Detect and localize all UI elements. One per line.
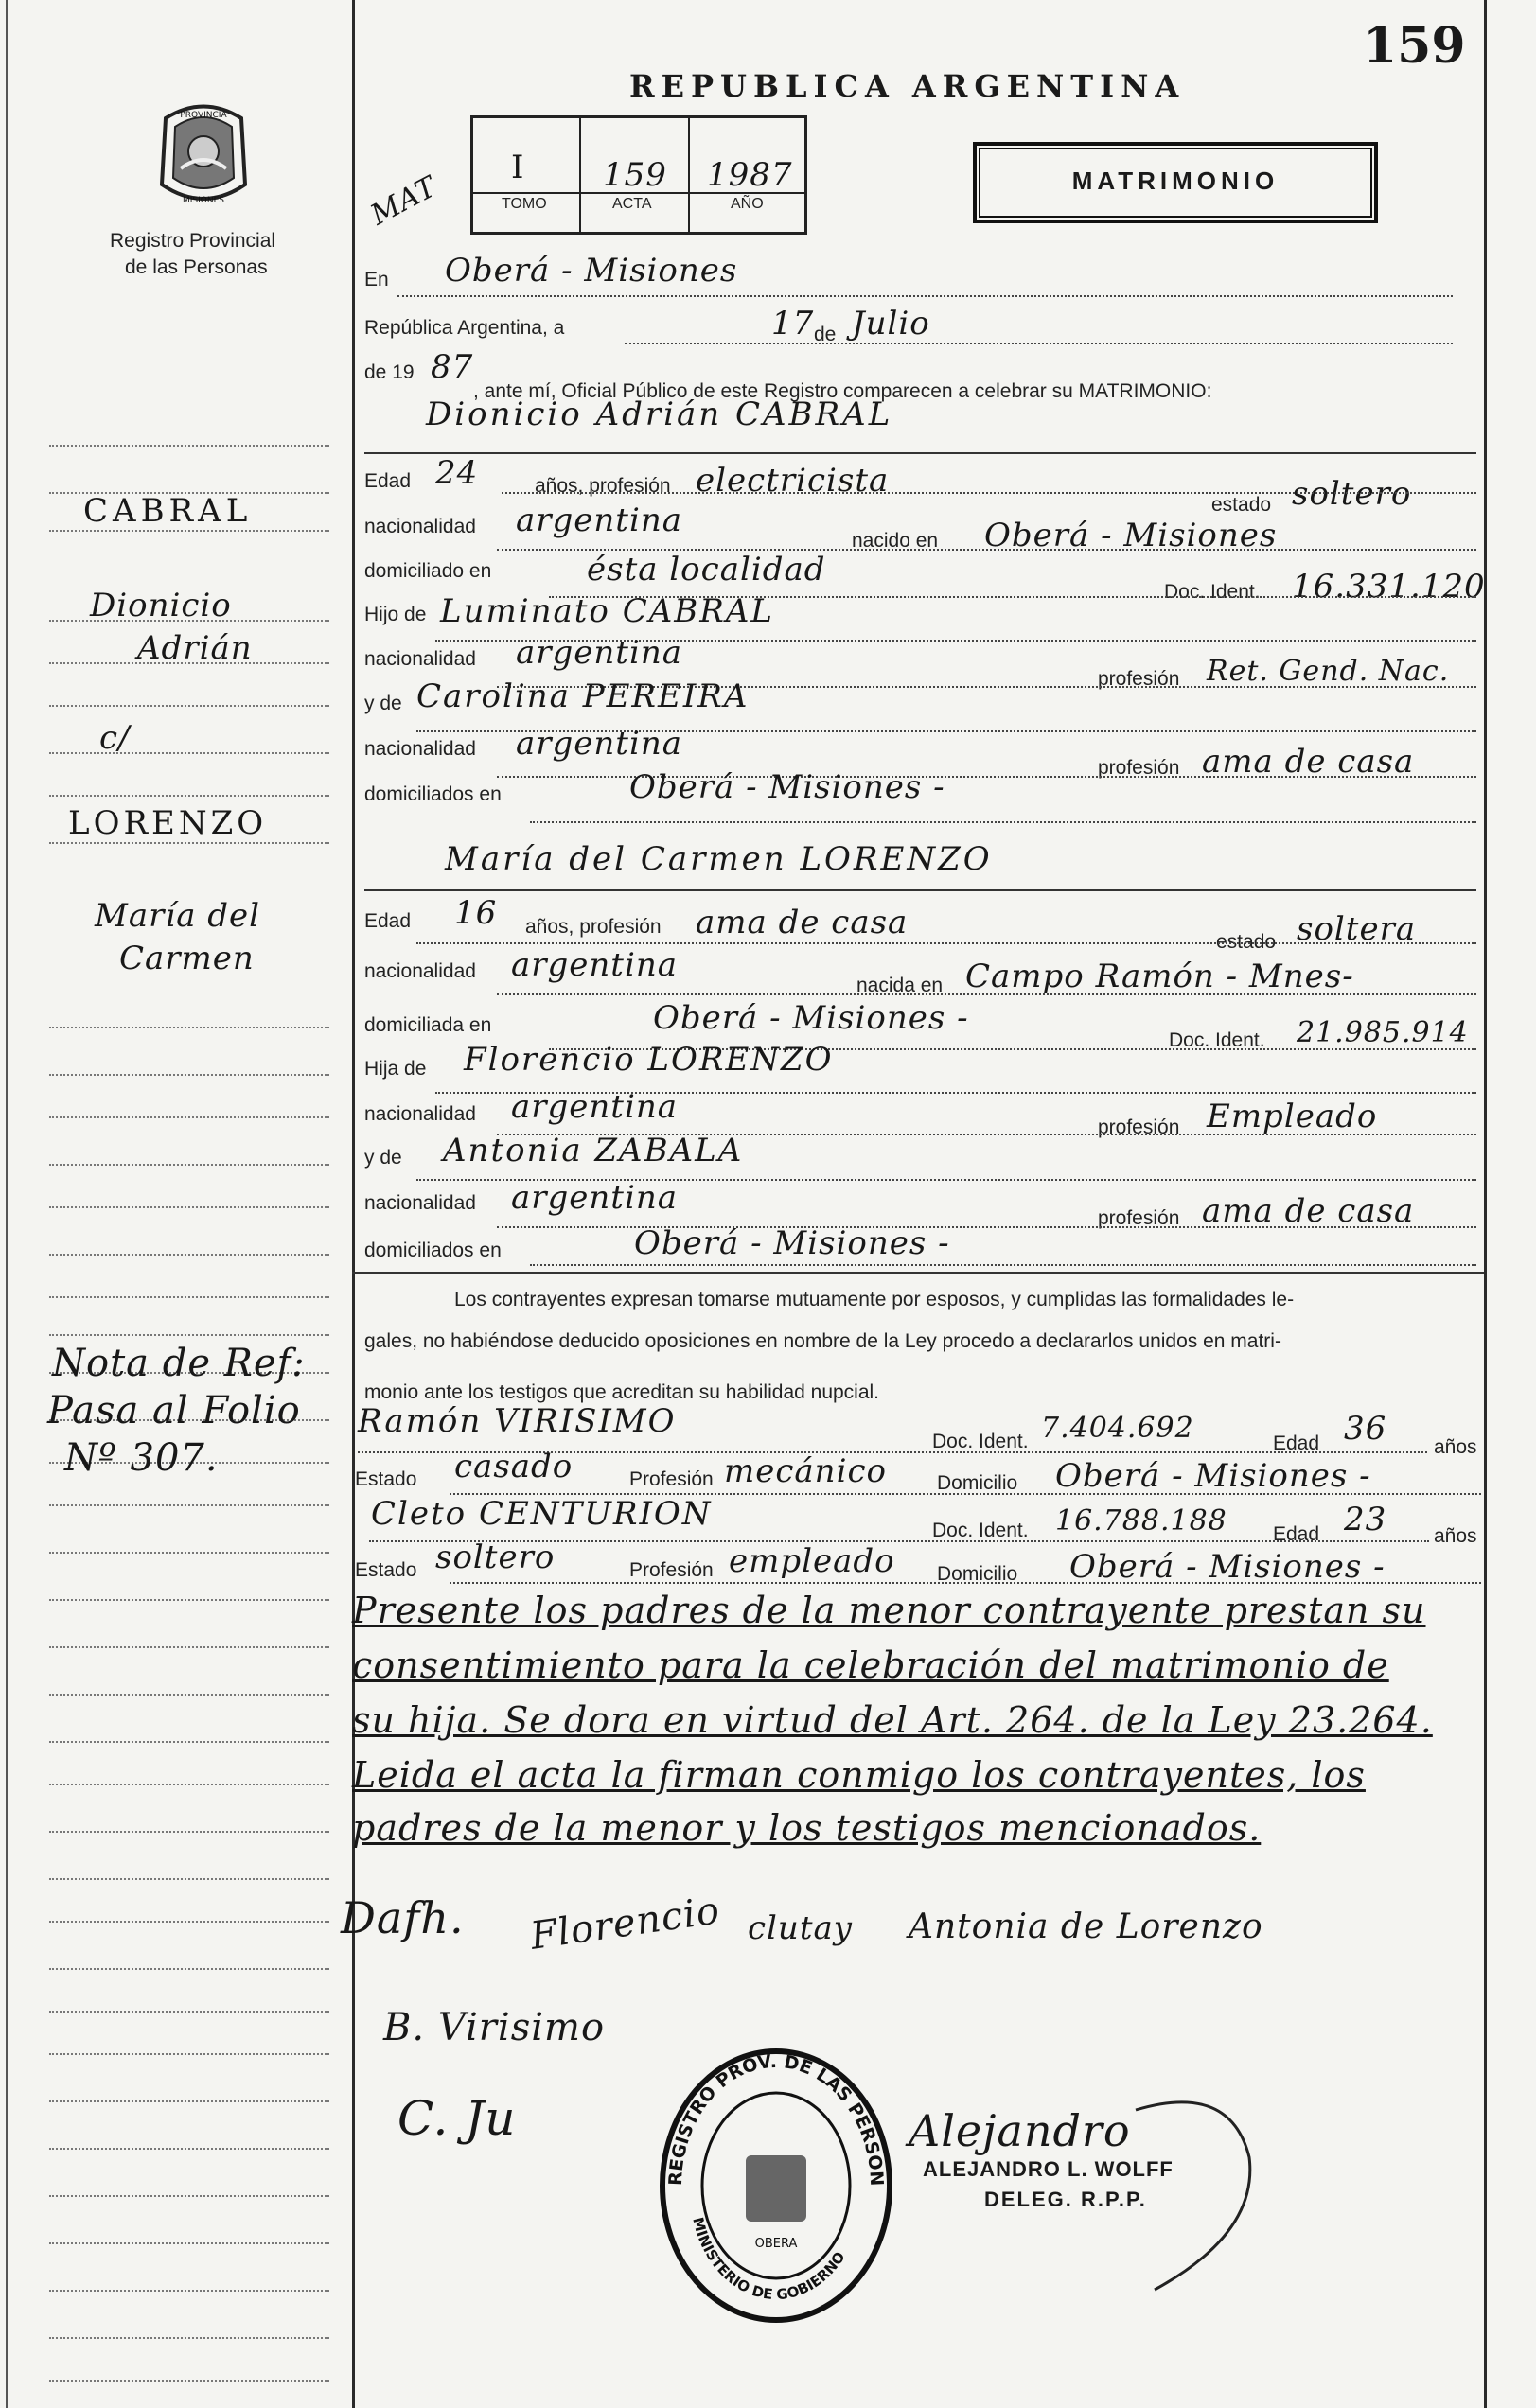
margin-divider <box>352 0 355 2408</box>
country-title: REPUBLICA ARGENTINA <box>629 68 1186 104</box>
bride-mother: Antonia ZABALA <box>443 1132 744 1169</box>
tomo-value: I <box>511 149 525 186</box>
bride-father-prof-label: profesión <box>1098 1116 1180 1138</box>
signature-witness-2: C. Ju <box>397 2091 517 2146</box>
registry-name-line2: de las Personas <box>125 256 268 278</box>
signature-bride-father: Florencio <box>527 1889 723 1959</box>
official-stamp-line1: ALEJANDRO L. WOLFF <box>923 2157 1174 2181</box>
groom-edad: 24 <box>435 454 479 492</box>
bride-father-prof: Empleado <box>1207 1098 1378 1135</box>
witness-2-domicilio-label: Domicilio <box>937 1563 1018 1585</box>
groom-domiciliado-label: domiciliado en <box>364 560 492 582</box>
margin-groom-surname: CABRAL <box>83 492 253 530</box>
left-edge-line <box>6 0 8 2408</box>
groom-father-label: Hijo de <box>364 604 427 625</box>
witness-1-domicilio-label: Domicilio <box>937 1472 1018 1494</box>
de-label: de <box>814 324 837 345</box>
groom-nacionalidad-label: nacionalidad <box>364 516 476 537</box>
witness-2-profesion: empleado <box>729 1542 895 1580</box>
bride-mother-prof: ama de casa <box>1202 1192 1415 1230</box>
witness-1-estado: casado <box>454 1448 574 1485</box>
witness-2-doc: 16.788.188 <box>1055 1504 1227 1538</box>
ano-value: 1987 <box>707 156 793 194</box>
groom-profesion: electricista <box>696 462 890 500</box>
groom-father-prof-label: profesión <box>1098 668 1180 690</box>
bride-nacida-en: Campo Ramón - Mnes- <box>965 958 1354 995</box>
bride-nacionalidad: argentina <box>511 946 679 984</box>
bride-father: Florencio LORENZO <box>464 1041 834 1079</box>
signature-bride: clutay <box>748 1909 853 1947</box>
bride-estado: soltera <box>1297 910 1417 948</box>
groom-parents-dom: Oberá - Misiones - <box>629 768 945 806</box>
witness-1-profesion: mecánico <box>724 1452 887 1490</box>
margin-bride-surname: LORENZO <box>68 804 268 842</box>
ceremony-text-line3: monio ante los testigos que acreditan su habilidad nupcial. <box>364 1381 880 1403</box>
bride-father-nac-label: nacionalidad <box>364 1103 476 1125</box>
right-edge-line <box>1484 0 1487 2408</box>
ano-label: AÑO <box>731 196 764 212</box>
signature-bride-mother: Antonia de Lorenzo <box>909 1907 1263 1946</box>
registry-name-line1: Registro Provincial <box>110 230 276 252</box>
signature-flourish <box>1117 2082 1278 2299</box>
republica-label: República Argentina, a <box>364 317 565 339</box>
groom-mother-nac-label: nacionalidad <box>364 738 476 760</box>
groom-edad-label: Edad <box>364 470 412 492</box>
bride-father-nac: argentina <box>511 1088 679 1126</box>
bride-doc-label: Doc. Ident. <box>1169 1029 1265 1051</box>
margin-groom-given2: Adrián <box>137 629 253 667</box>
groom-parents-dom-label: domiciliados en <box>364 783 502 805</box>
acta-label: ACTA <box>612 196 652 212</box>
signature-groom: Dafh. <box>341 1892 465 1943</box>
groom-mother-nac: argentina <box>516 725 683 763</box>
mat-annotation: MAT <box>365 169 443 233</box>
bride-nacionalidad-label: nacionalidad <box>364 960 476 982</box>
margin-note-line2: Pasa al Folio <box>47 1389 301 1432</box>
bride-full-name: María del Carmen LORENZO <box>445 840 993 878</box>
svg-text:REGISTRO PROV. DE LAS PERSONAS: REGISTRO PROV. DE LAS PERSON <box>664 2050 888 2187</box>
groom-father-nac-label: nacionalidad <box>364 648 476 670</box>
en-label: En <box>364 269 389 290</box>
witness-2-name: Cleto CENTURION <box>371 1495 713 1533</box>
svg-text:PROVINCIA: PROVINCIA <box>180 111 227 120</box>
margin-note-line3: Nº 307. <box>64 1436 219 1480</box>
bride-mother-nac-label: nacionalidad <box>364 1192 476 1214</box>
witness-2-estado-label: Estado <box>355 1559 417 1581</box>
witness-1-edad-label: Edad <box>1273 1432 1320 1454</box>
bride-domiciliada-label: domiciliada en <box>364 1014 492 1036</box>
official-stamp-line2: DELEG. R.P.P. <box>984 2188 1147 2211</box>
margin-groom-given1: Dionicio <box>90 587 232 624</box>
bride-edad-label: Edad <box>364 910 412 932</box>
acta-value: 159 <box>603 156 667 194</box>
note-line-3: su hija. Se dora en virtud del Art. 264. de la Ley 23.264. <box>352 1699 1433 1741</box>
ceremony-text-line2: gales, no habiéndose deducido oposiciones en nombre de la Ley procedo a declararlos unidos en matri- <box>364 1330 1281 1352</box>
witness-2-estado: soltero <box>435 1538 556 1576</box>
tomo-acta-ano-box <box>470 115 807 235</box>
groom-nacionalidad: argentina <box>516 501 683 539</box>
groom-doc-label: Doc. Ident. <box>1164 581 1261 603</box>
bride-father-label: Hija de <box>364 1058 427 1080</box>
intro-text: , ante mí, Oficial Público de este Registro comparecen a celebrar su MATRIMONIO: <box>473 380 1212 402</box>
witness-1-name: Ramón VIRISIMO <box>358 1402 677 1440</box>
witness-1-anos-label: años <box>1434 1436 1477 1458</box>
note-line-1: Presente los padres de la menor contrayente prestan su <box>352 1590 1426 1631</box>
province-seal <box>147 95 260 218</box>
witness-2-edad-label: Edad <box>1273 1523 1320 1545</box>
groom-mother: Carolina PEREIRA <box>416 677 750 715</box>
official-seal <box>653 2044 899 2328</box>
groom-mother-prof-label: profesión <box>1098 757 1180 779</box>
bride-mother-nac: argentina <box>511 1179 679 1217</box>
groom-nacido-label: nacido en <box>852 530 939 552</box>
note-line-5: padres de la menor y los testigos mencionados. <box>352 1807 1262 1849</box>
margin-bride-given1: María del <box>95 897 261 935</box>
bride-mother-label: y de <box>364 1147 402 1169</box>
groom-father-prof: Ret. Gend. Nac. <box>1207 655 1450 688</box>
bride-estado-label: estado <box>1216 931 1277 953</box>
bride-parents-dom-label: domiciliados en <box>364 1239 502 1261</box>
day-value: 17 <box>771 305 815 343</box>
year-suffix-value: 87 <box>431 348 474 386</box>
bride-nacida-label: nacida en <box>856 975 944 996</box>
svg-text:OBERA: OBERA <box>754 2237 798 2251</box>
witness-2-profesion-label: Profesión <box>629 1559 714 1581</box>
groom-nacido-en: Oberá - Misiones <box>984 517 1278 554</box>
signature-witness-1: B. Virisimo <box>383 2006 606 2049</box>
groom-father: Luminato CABRAL <box>440 592 774 630</box>
bride-domicilio: Oberá - Misiones - <box>653 999 969 1037</box>
witness-1-profesion-label: Profesión <box>629 1468 714 1490</box>
witness-2-anos-label: años <box>1434 1525 1477 1547</box>
place-value: Oberá - Misiones <box>445 252 738 290</box>
signature-official: Alejandro <box>909 2105 1131 2156</box>
bride-profesion: ama de casa <box>696 904 909 941</box>
bride-parents-dom: Oberá - Misiones - <box>634 1224 950 1262</box>
groom-mother-label: y de <box>364 693 402 714</box>
bride-anos-profesion-label: años, profesión <box>525 916 662 938</box>
margin-bride-given2: Carmen <box>119 940 255 977</box>
groom-estado: soltero <box>1292 475 1412 513</box>
year-prefix-label: de 19 <box>364 361 415 383</box>
margin-connector: c/ <box>99 719 131 757</box>
witness-1-domicilio: Oberá - Misiones - <box>1055 1457 1371 1495</box>
witness-1-doc-label: Doc. Ident. <box>932 1431 1029 1452</box>
groom-mother-prof: ama de casa <box>1202 743 1415 781</box>
witness-2-domicilio: Oberá - Misiones - <box>1069 1548 1386 1586</box>
bride-mother-prof-label: profesión <box>1098 1207 1180 1229</box>
groom-estado-label: estado <box>1211 494 1272 516</box>
groom-father-nac: argentina <box>516 634 683 672</box>
groom-full-name: Dionicio Adrián CABRAL <box>426 395 893 433</box>
witness-1-edad: 36 <box>1344 1410 1387 1448</box>
month-value: Julio <box>852 305 930 343</box>
svg-text:MISIONES: MISIONES <box>182 196 225 205</box>
note-line-2: consentimiento para la celebración del matrimonio de <box>352 1644 1389 1686</box>
page-number: 159 <box>1363 17 1466 75</box>
tomo-label: TOMO <box>502 196 547 212</box>
ceremony-text-line1: Los contrayentes expresan tomarse mutuamente por esposos, y cumplidas las formalidades le- <box>454 1289 1295 1310</box>
margin-note-line1: Nota de Ref: <box>52 1342 306 1385</box>
groom-domicilio: ésta localidad <box>587 551 826 589</box>
groom-doc: 16.331.120 <box>1292 568 1486 606</box>
note-line-4: Leida el acta la firman conmigo los contrayentes, los <box>352 1754 1366 1796</box>
witness-2-edad: 23 <box>1344 1501 1387 1538</box>
svg-text:MINISTERIO DE GOBIERNO: MINISTERIO DE GOBIERNO <box>689 2215 849 2304</box>
witness-1-doc: 7.404.692 <box>1041 1412 1194 1445</box>
witness-2-doc-label: Doc. Ident. <box>932 1520 1029 1541</box>
document-type-box <box>973 142 1378 223</box>
bride-doc: 21.985.914 <box>1297 1016 1469 1049</box>
bride-edad: 16 <box>454 894 498 932</box>
witness-1-estado-label: Estado <box>355 1468 417 1490</box>
groom-anos-profesion-label: años, profesión <box>535 475 671 497</box>
document-type-label: MATRIMONIO <box>1071 167 1280 195</box>
